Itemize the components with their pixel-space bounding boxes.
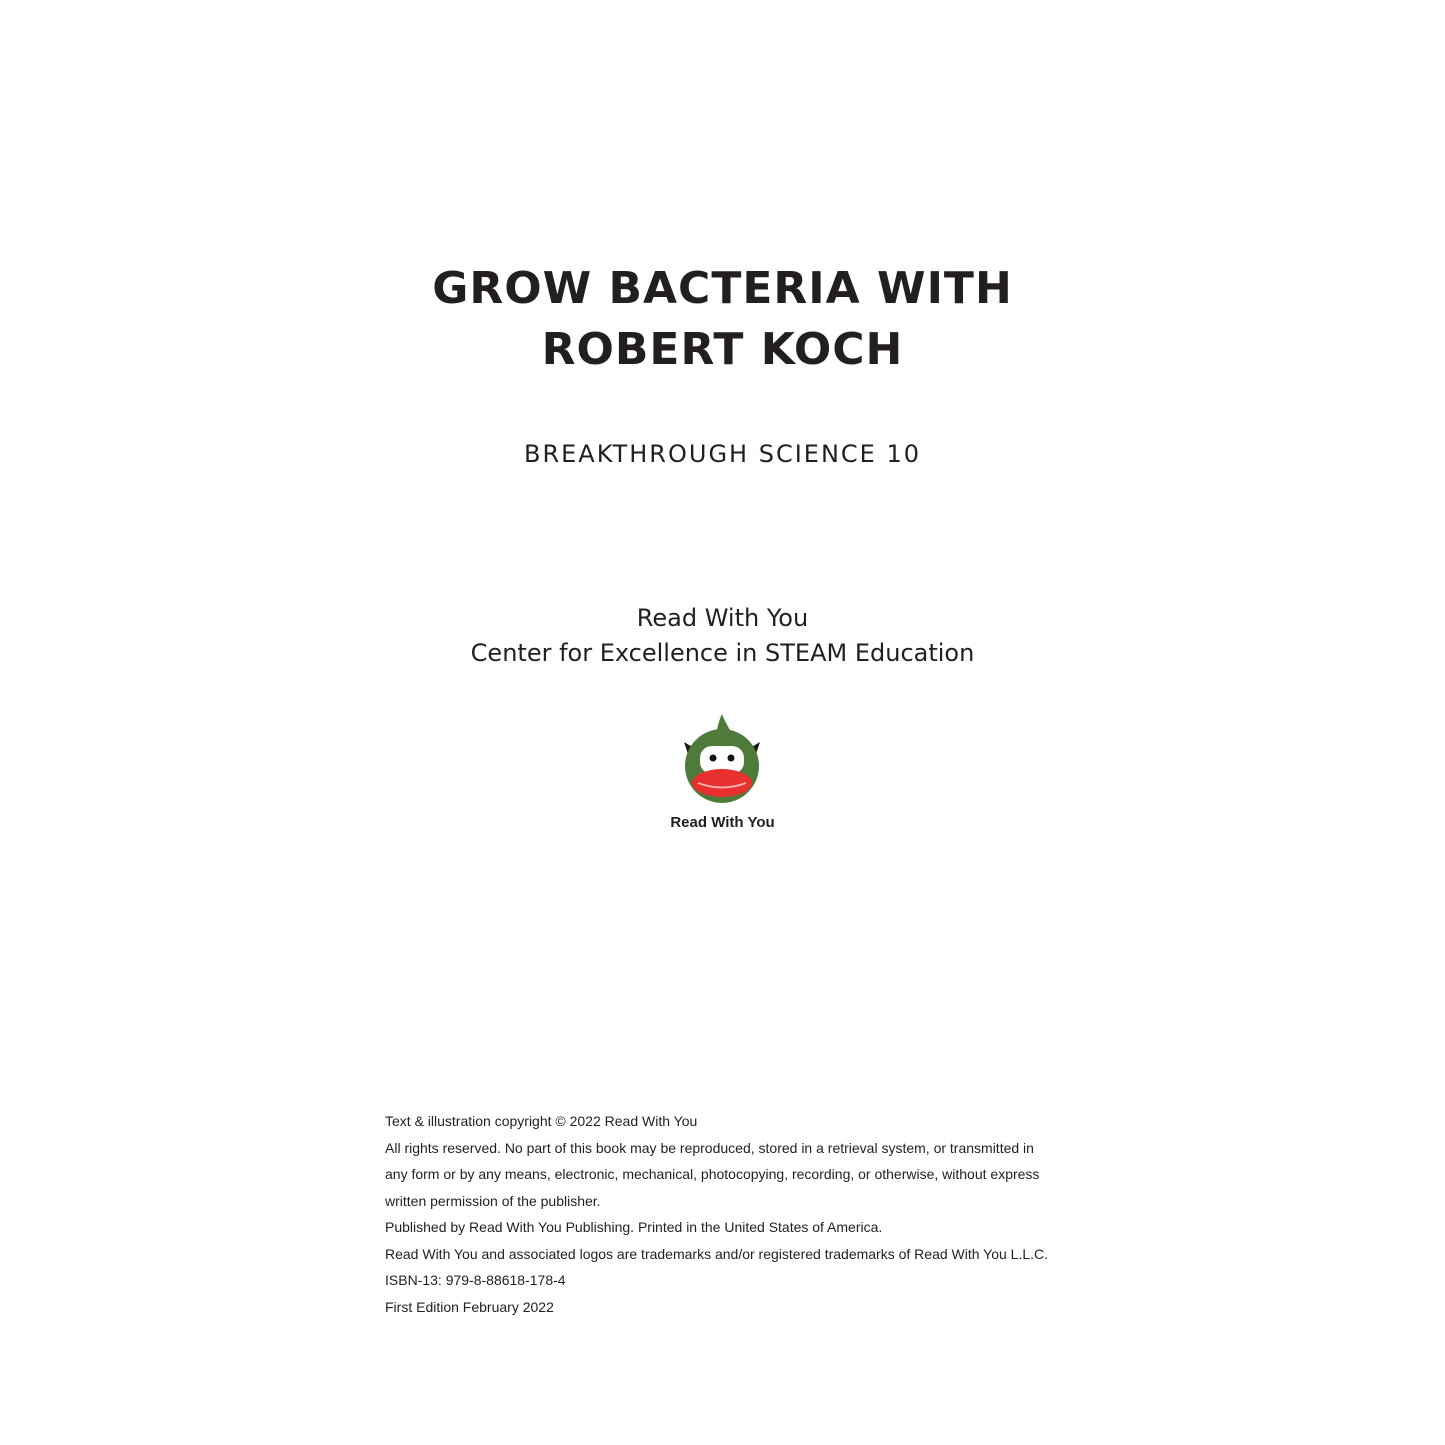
isbn: ISBN-13: 979-8-88618-178-4: [385, 1272, 566, 1288]
copyright-line: Read With You and associated logos are trademarks and/or registered trademarks of Read With You L.L.C.: [385, 1245, 1049, 1262]
copyright-block: [385, 1108, 1085, 1320]
logo-text: Read With You: [670, 814, 775, 831]
copyright-line: written permission of the publisher.: [385, 1192, 601, 1209]
book-title-line-1: GROW BACTERIA WITH: [432, 263, 1013, 314]
edition: First Edition February 2022: [385, 1298, 554, 1315]
series-name: BREAKTHROUGH SCIENCE 10: [524, 440, 921, 468]
green-monkey-face-icon: [680, 712, 764, 807]
copyright-line: Published by Read With You Publishing. Printed in the United States of America.: [385, 1219, 883, 1235]
copyright-line: All rights reserved. No part of this book may be reproduced, stored in a retrieval system, or transmitted in: [385, 1139, 1034, 1156]
publisher-subtitle: Center for Excellence in STEAM Education: [470, 639, 975, 667]
publisher-name: Read With You: [636, 604, 809, 632]
copyright-line: Text & illustration copyright © 2022 Read With You: [385, 1113, 698, 1129]
book-title-line-2: ROBERT KOCH: [541, 324, 904, 375]
copyright-line: any form or by any means, electronic, mechanical, photocopying, recording, or otherwise, without express: [385, 1166, 1040, 1182]
